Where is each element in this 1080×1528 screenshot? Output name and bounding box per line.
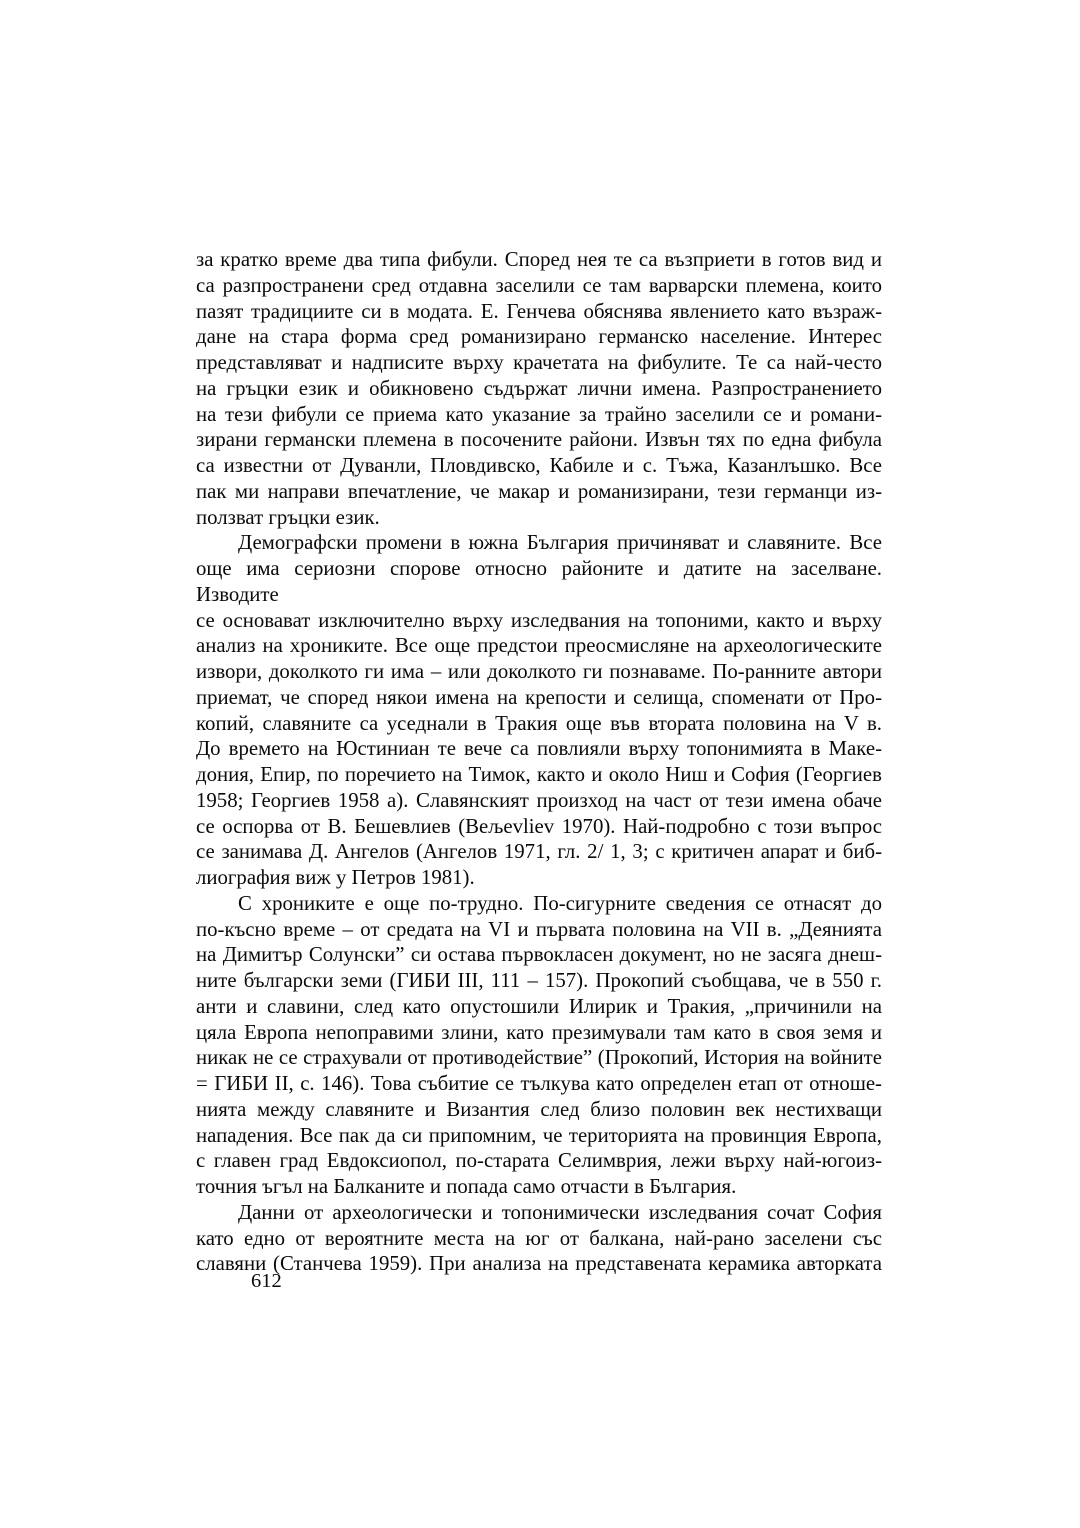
text-line: точния ъгъл на Балканите и попада само отчасти в България. [196,1175,737,1198]
text-line: ните български земи (ГИБИ III, 111 – 157). Прокопий съобщава, че в 550 г. [196,969,882,992]
text-line: никак не се страхували от противодействие” (Прокопий, История на войните [196,1046,882,1070]
text-line: още има сериозни спорове относно районите и датите на заселване. Изводите [196,557,882,606]
text-line: с главен град Евдоксиопол, по-старата Селимврия, лежи върху най-югоиз- [196,1149,882,1173]
text-line: пак ми направи впечатление, че макар и романизирани, тези германци из- [196,479,882,503]
text-line: лиография виж у Петров 1981). [196,866,475,889]
text-line: приемат, че според някои имена на крепости и селища, споменати от Про- [196,685,882,709]
text-line: на тези фибули се приема като указание за трайно заселили се и романи- [196,402,882,426]
text-line: 1958; Георгиев 1958 а). Славянският произход на част от тези имена обаче [196,788,882,812]
text-line: пазят традициите си в модата. Е. Генчева обяснява явлението като възраж- [196,299,882,323]
text-line: се занимава Д. Ангелов (Ангелов 1971, гл. 2/ 1, 3; с критичен апарат и биб- [196,840,882,864]
paragraph [196,247,882,530]
text-line: До времето на Юстиниан те вече са повлияли върху топонимията в Маке- [196,737,882,761]
text-line: извори, доколкото ги има – или доколкото ги познаваме. По-ранните автори [196,660,882,683]
text-line: анти и славини, след като опустошили Илирик и Тракия, „причинили на [196,994,882,1018]
paragraph [196,1200,882,1277]
text-line: се оспорва от В. Бешевлиев (Вељevliev 1970). Най-подробно с този въпрос [196,814,882,838]
text-line: ползват гръцки език. [196,505,380,529]
text-line: нападения. Все пак да си припомним, че територията на провинция Европа, [196,1123,882,1147]
text-line: на Димитър Солунски” си остава първокласен документ, но не засяга днеш- [196,943,882,967]
paragraph [196,891,882,1200]
text-line: като едно от вероятните места на юг от балкана, най-рано заселени със [196,1226,882,1250]
text-line: цяла Европа непоправими злини, като презимували там като в своя земя и [196,1020,882,1044]
text-block [196,247,882,1277]
text-line: са разпространени сред отдавна заселили се там варварски племена, които [196,273,882,297]
paragraph [196,530,882,891]
text-line: С хрониките е още по-трудно. По-сигурните сведения се отнасят до [238,891,882,915]
text-line: на гръцки език и обикновено съдържат лични имена. Разпространението [196,376,882,400]
text-line: дония, Епир, по поречието на Тимок, както и около Ниш и София (Георгиев [196,763,882,786]
text-line: се основават изключително върху изследвания на топоними, както и върху [196,608,882,632]
text-line: анализ на хрониките. Все още предстои преосмисляне на археологическите [196,634,882,658]
text-line: зирани германски племена в посочените райони. Извън тях по една фибула [196,428,882,452]
page-number: 612 [251,1270,282,1292]
text-line: за кратко време два типа фибули. Според нея те са възприети в готов вид и [196,248,882,271]
text-line: копий, славяните са уседнали в Тракия още във втората половина на V в. [196,711,882,735]
text-line: Демографски промени в южна България причиняват и славяните. Все [238,531,882,555]
text-line: представляват и надписите върху крачетата на фибулите. Те са най-често [196,351,882,374]
text-line: = ГИБИ II, с. 146). Това събитие се тълкува като определен етап от отноше- [196,1072,882,1095]
text-line: славяни (Станчева 1959). При анализа на представената керамика авторката [196,1252,882,1276]
text-line: са известни от Дуванли, Пловдивско, Кабиле и с. Тъжа, Казанлъшко. Все [196,454,882,477]
text-line: нията между славяните и Византия след близо половин век нестихващи [196,1097,882,1121]
text-line: дане на стара форма сред романизирано германско население. Интерес [196,325,882,349]
text-line: Данни от археологически и топонимически изследвания сочат София [238,1200,882,1224]
text-line: по-късно време – от средата на VI и първата половина на VII в. „Деянията [196,917,882,941]
